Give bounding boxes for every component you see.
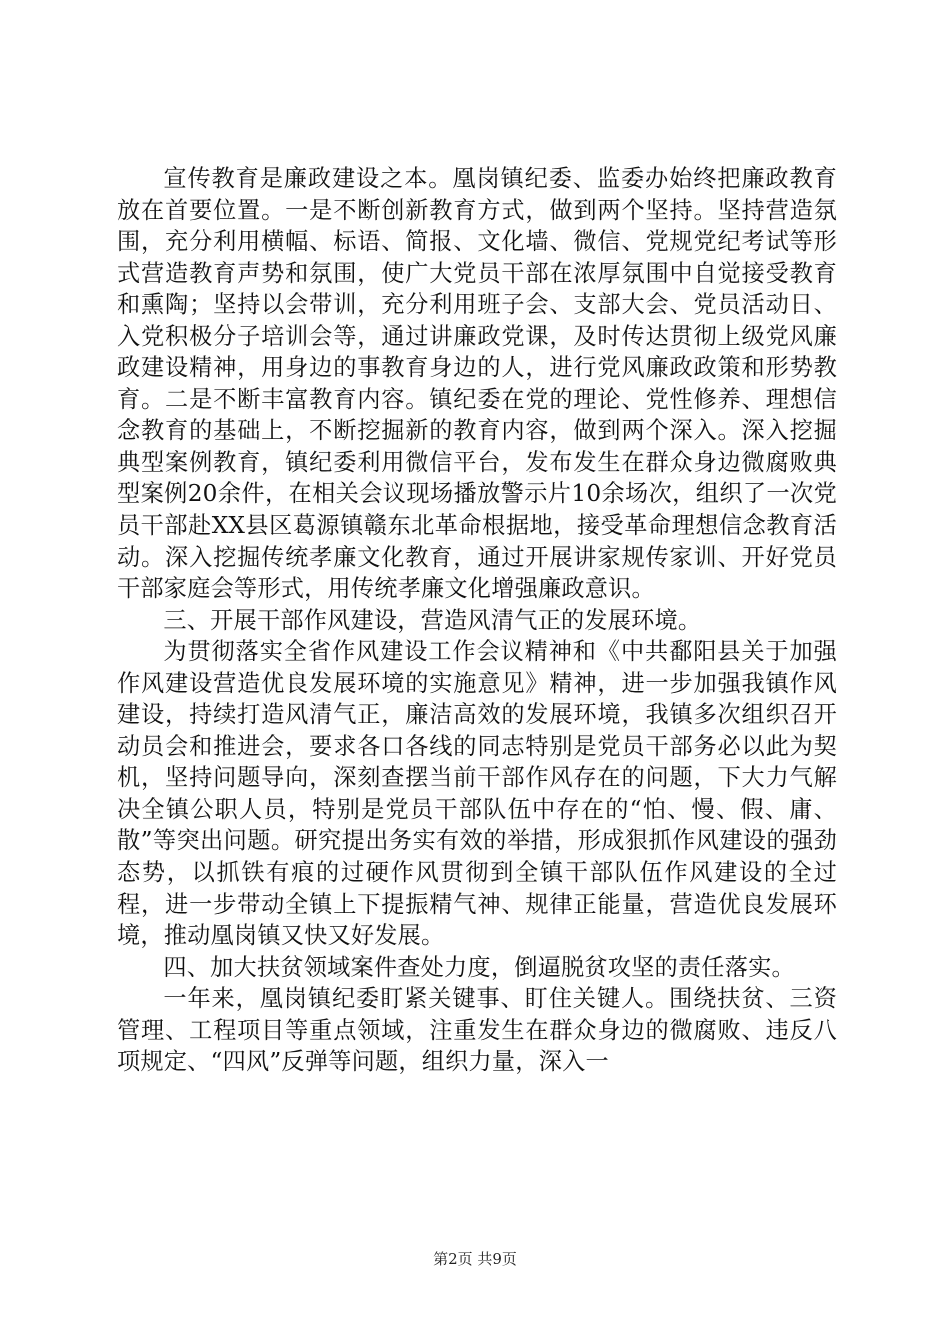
section-heading-3: 三、开展干部作风建设，营造风清气正的发展环境。 [163, 606, 702, 634]
document-body [117, 163, 837, 1078]
page-number-footer: 第2页 共9页 [433, 1250, 517, 1268]
section-heading-4: 四、加大扶贫领域案件查处力度，倒逼脱贫攻坚的责任落实。 [163, 953, 795, 981]
paragraph-work-style: 为贯彻落实全省作风建设工作会议精神和《中共鄱阳县关于加强作风建设营造优良发展环境的实施意见》精神，进一步加强我镇作风建设，持续打造风清气正，廉洁高效的发展环境，我镇多次组织召开动员会和推进会，要求各口各线的同志特别是党员干部务必以此为契机，坚持问题导向，深刻查摆当前干部作风存在的问题，下大力气解决全镇公职人员，特别是党员干部队伍中存在的“怕、慢、假、庸、散”等突出问题。研究提出务实有效的举措，形成狠抓作风建设的强劲态势，以抓铁有痕的过硬作风贯彻到全镇干部队伍作风建设的全过程，进一步带动全镇上下提振精气神、规律正能量，营造优良发展环境，推动凰岗镇又快又好发展。 [117, 638, 837, 950]
paragraph-education: 宣传教育是廉政建设之本。凰岗镇纪委、监委办始终把廉政教育放在首要位置。一是不断创新教育方式，做到两个坚持。坚持营造氛围，充分利用横幅、标语、简报、文化墙、微信、党规党纪考试等形式营造教育声势和氛围，使广大党员干部在浓厚氛围中自觉接受教育和熏陶；坚持以会带训，充分利用班子会、支部大会、党员活动日、入党积极分子培训会等，通过讲廉政党课，及时传达贯彻上级党风廉政建设精神，用身边的事教育身边的人，进行党风廉政政策和形势教育。二是不断丰富教育内容。镇纪委在党的理论、党性修养、理想信念教育的基础上，不断挖掘新的教育内容，做到两个深入。深入挖掘典型案例教育，镇纪委利用微信平台，发布发生在群众身边微腐败典型案例20余件，在相关会议现场播放警示片10余场次，组织了一次党员干部赴XX县区葛源镇赣东北革命根据地，接受革命理想信念教育活动。深入挖掘传统孝廉文化教育，通过开展讲家规传家训、开好党员干部家庭会等形式，用传统孝廉文化增强廉政意识。 [117, 165, 837, 603]
paragraph-poverty-cases: 一年来，凰岗镇纪委盯紧关键事、盯住关键人。围绕扶贫、三资管理、工程项目等重点领域，注重发生在群众身边的微腐败、违反八项规定、“四风”反弹等问题，组织力量，深入一 [117, 985, 837, 1076]
